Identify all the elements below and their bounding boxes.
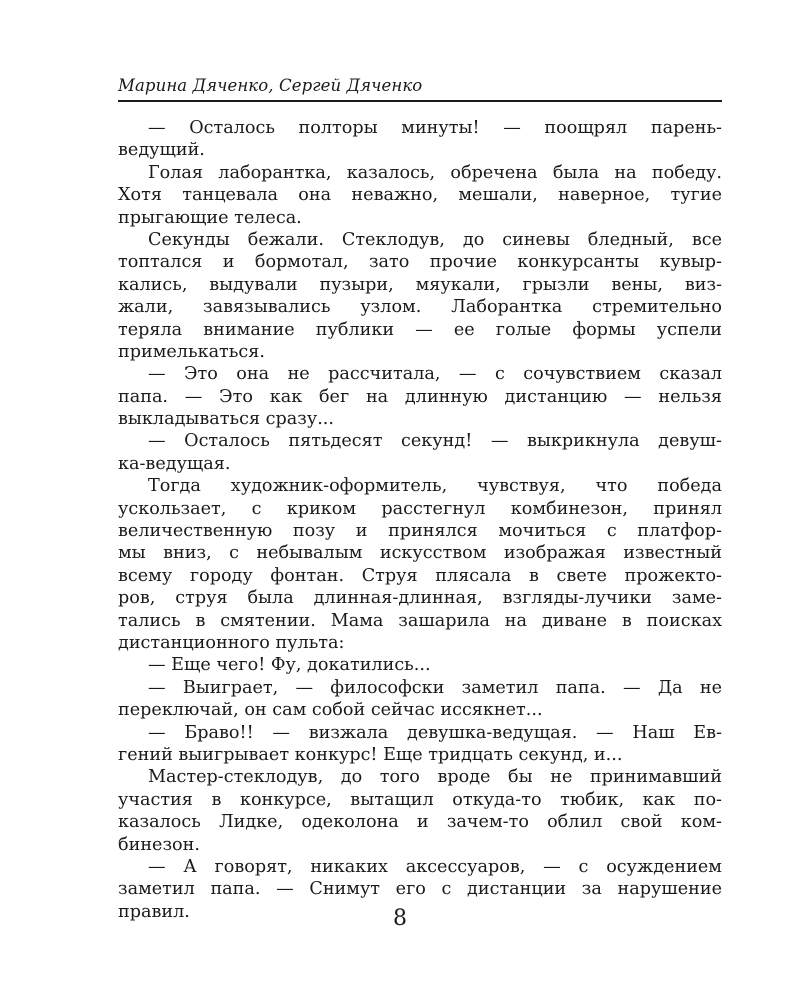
text-line: топтался и бормотал, зато прочие конкурсанты кувыр- <box>118 252 722 273</box>
text-line: теряла внимание публики — ее голые формы успели <box>118 319 722 340</box>
text-line: папа. — Это как бег на длинную дистанцию — нельзя <box>118 386 722 407</box>
text-line: величественную позу и принялся мочиться с платфор- <box>118 521 722 542</box>
text-line: мы вниз, с небывалым искусством изображая известный <box>118 543 722 564</box>
text-line: — Это она не рассчитала, — с сочувствием сказал <box>148 364 722 385</box>
text-line: — А говорят, никаких аксессуаров, — с осуждением <box>148 856 722 877</box>
text-line: выкладываться сразу... <box>118 409 334 430</box>
text-line: кались, выдували пузыри, мяукали, грызли вены, виз- <box>118 274 722 295</box>
text-line: Секунды бежали. Стеклодув, до синевы бледный, все <box>148 229 722 250</box>
text-line: Хотя танцевала она неважно, мешали, наверное, тугие <box>118 185 722 206</box>
text-line: заметил папа. — Снимут его с дистанции за нарушение <box>118 879 722 900</box>
page-number: 8 <box>393 906 407 931</box>
text-line: ка-ведущая. <box>118 453 231 474</box>
text-line: переключай, он сам собой сейчас иссякнет... <box>118 700 543 721</box>
text-line: ров, струя была длинная-длинная, взгляды-лучики заме- <box>118 588 722 609</box>
text-line: казалось Лидке, одеколона и зачем-то облил свой ком- <box>118 812 722 833</box>
running-head: Марина Дяченко, Сергей Дяченко <box>118 76 722 102</box>
text-line: — Браво!! — визжала девушка-ведущая. — Наш Ев- <box>148 722 722 743</box>
text-line: всему городу фонтан. Струя плясала в свете прожекто- <box>118 565 722 586</box>
text-line: ведущий. <box>118 140 205 161</box>
text-line: прыгающие телеса. <box>118 207 302 228</box>
text-line: жали, завязывались узлом. Лаборантка стремительно <box>118 297 722 318</box>
text-line: Голая лаборантка, казалось, обречена была на победу. <box>148 162 722 183</box>
text-line: — Осталось полторы минуты! — поощрял парень- <box>148 118 722 138</box>
text-line: ускользает, с криком расстегнул комбинезон, принял <box>118 498 722 519</box>
text-line: участия в конкурсе, вытащил откуда-то тюбик, как по- <box>118 789 722 810</box>
text-line: — Еще чего! Фу, докатились... <box>148 655 431 676</box>
text-line: Мастер-стеклодув, до того вроде бы не принимавший <box>148 767 722 788</box>
text-line: гений выигрывает конкурс! Еще тридцать секунд, и... <box>118 744 623 765</box>
body-text <box>118 117 722 923</box>
text-line: правил. <box>118 901 190 922</box>
text-line: — Осталось пятьдесят секунд! — выкрикнула девуш- <box>148 431 722 452</box>
text-line: примелькаться. <box>118 341 265 362</box>
text-line: — Выиграет, — философски заметил папа. — Да не <box>148 677 722 698</box>
text-line: бинезон. <box>118 834 200 855</box>
text-line: Тогда художник-оформитель, чувствуя, что победа <box>148 476 722 497</box>
text-line: тались в смятении. Мама зашарила на диване в поисках <box>118 610 722 631</box>
text-line: дистанционного пульта: <box>118 632 345 653</box>
